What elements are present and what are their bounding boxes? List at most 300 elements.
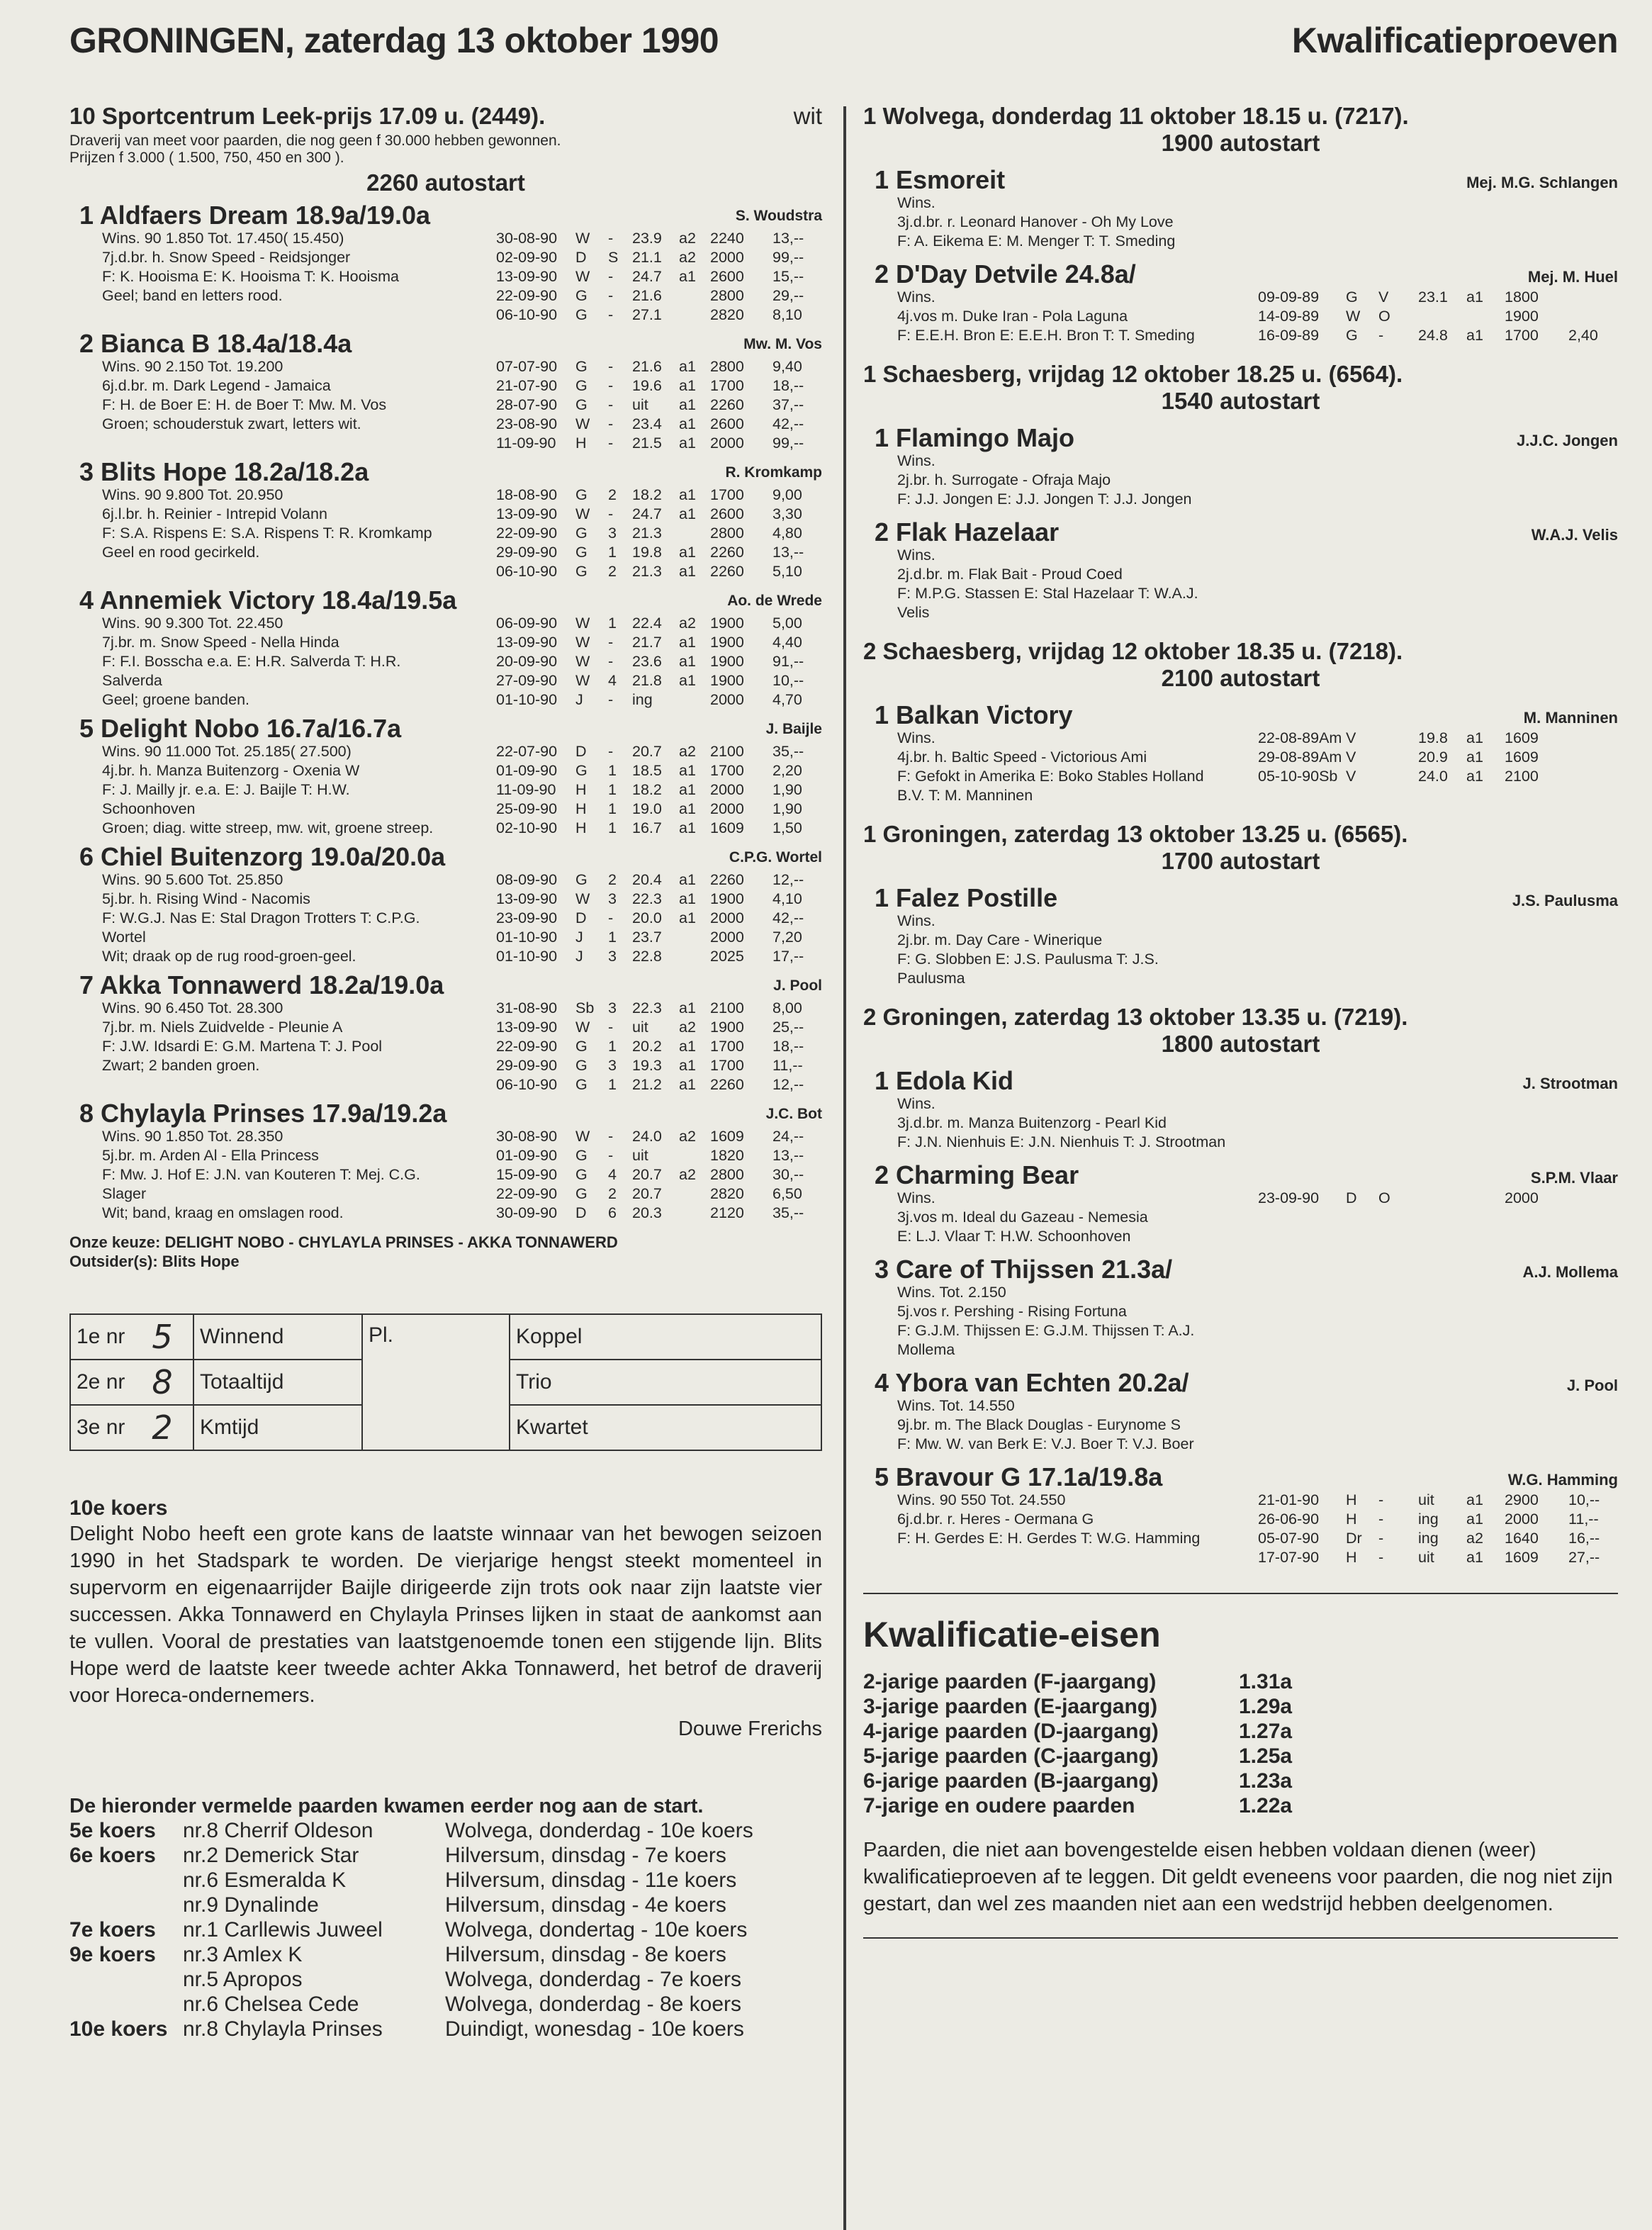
form-cell: 25,-- xyxy=(772,1019,804,1036)
info-line: 6j.d.br. r. Heres - Oermana G xyxy=(897,1511,1094,1528)
bet-form xyxy=(69,1313,822,1451)
form-row xyxy=(496,999,822,1018)
form-cell: a1 xyxy=(679,358,696,375)
form-cell: 23-09-90 xyxy=(496,909,558,926)
horse-info xyxy=(863,1491,1258,1567)
form-cell: 2240 xyxy=(710,230,744,247)
divider-bottom xyxy=(863,1937,1618,1939)
form-cell: 91,-- xyxy=(772,653,804,670)
info-line: 9j.br. m. The Black Douglas - Eurynome S xyxy=(897,1416,1181,1433)
qual-horse-holder xyxy=(863,1068,1618,1152)
form-cell: a1 xyxy=(1466,749,1483,766)
qual-race-title: 2 Groningen, zaterdag 13 oktober 13.35 u. (7219). xyxy=(863,1004,1408,1030)
form-cell: 1 xyxy=(608,1076,617,1093)
form-cell: 3 xyxy=(608,999,617,1016)
form-row xyxy=(496,415,822,434)
form-cell: 22-07-90 xyxy=(496,743,558,760)
prev-where: Hilversum, dinsdag - 11e koers xyxy=(445,1868,737,1892)
info-line: 2j.d.br. m. Flak Bait - Proud Coed xyxy=(897,566,1123,583)
form-row xyxy=(496,1204,822,1223)
form-cell: 11,-- xyxy=(772,1057,803,1074)
form-row xyxy=(496,690,822,710)
qual-race-title: 2 Schaesberg, vrijdag 12 oktober 18.35 u. (7218). xyxy=(863,638,1403,664)
horse-details xyxy=(69,486,822,581)
form-row xyxy=(496,742,822,761)
form-cell: 06-10-90 xyxy=(496,1076,558,1093)
form-cell: a1 xyxy=(679,781,696,798)
form-cell: 21-01-90 xyxy=(1258,1491,1320,1508)
form-cell: W xyxy=(575,672,590,689)
form-row xyxy=(496,1127,822,1146)
form-cell: 18.2 xyxy=(632,781,662,798)
info-line: F: Gefokt in Amerika E: Boko Stables Holland xyxy=(897,768,1204,785)
horse-driver: J. Strootman xyxy=(1522,1075,1618,1092)
form-cell: - xyxy=(1378,1511,1384,1528)
prev-race xyxy=(69,1992,183,2017)
previous-starts-title: De hieronder vermelde paarden kwamen eerder nog aan de start. xyxy=(69,1795,704,1817)
horse-driver: J.J.C. Jongen xyxy=(1516,432,1618,449)
bet-label-koppel: Koppel xyxy=(510,1314,821,1360)
horse-name: 5 Delight Nobo 16.7a/16.7a xyxy=(79,714,402,743)
horse-details xyxy=(69,742,822,838)
form-cell: 1900 xyxy=(710,653,744,670)
form-cell xyxy=(1568,748,1618,767)
form-row xyxy=(496,1075,822,1094)
form-row xyxy=(496,780,822,800)
horse-entry xyxy=(863,1068,1618,1152)
form-cell: V xyxy=(1346,768,1356,785)
horse-list xyxy=(69,202,822,1223)
handwritten-number-1: 5 xyxy=(132,1314,193,1360)
prev-race: 9e koers xyxy=(69,1943,156,1966)
form-row xyxy=(496,434,822,453)
form-cell: 10,-- xyxy=(1568,1491,1600,1508)
form-cell: D xyxy=(575,909,587,926)
info-line: Wins. xyxy=(897,194,935,211)
form-cell: 3,30 xyxy=(772,505,802,522)
bet-nr-3: 3e nr xyxy=(70,1405,132,1450)
info-line: Geel en rood gecirkeld. xyxy=(102,544,260,561)
form-cell: G xyxy=(575,287,588,304)
form-cell: 05-10-90Sb xyxy=(1258,768,1338,785)
form-cell: 1 xyxy=(608,800,617,817)
info-line: Wins. xyxy=(897,452,935,469)
form-row xyxy=(496,1037,822,1056)
form-cell: 22.3 xyxy=(632,890,662,907)
form-cell: 17,-- xyxy=(772,948,804,965)
prev-horse: nr.1 Carllewis Juweel xyxy=(183,1918,383,1942)
form-cell: 6,50 xyxy=(772,1185,802,1202)
horse-entry xyxy=(69,715,822,838)
form-row xyxy=(1258,1189,1618,1208)
horse-info xyxy=(69,1127,496,1223)
horse-form xyxy=(1258,288,1618,345)
form-cell: a1 xyxy=(679,800,696,817)
horse-form xyxy=(496,742,822,838)
form-cell: uit xyxy=(632,1019,648,1036)
info-line: Mollema xyxy=(897,1341,955,1358)
form-cell: 06-10-90 xyxy=(496,306,558,323)
info-line: 5j.br. h. Rising Wind - Nacomis xyxy=(102,890,310,907)
kwalificatie-row xyxy=(863,1694,1618,1719)
horse-name: 1 Balkan Victory xyxy=(875,700,1073,729)
race-desc-1: Draverij van meet voor paarden, die nog geen f 30.000 hebben gewonnen. xyxy=(69,133,561,149)
qual-horse-holder xyxy=(863,1162,1618,1246)
kwalificatie-row xyxy=(863,1769,1618,1793)
form-cell: 1 xyxy=(608,615,617,632)
form-cell: 01-10-90 xyxy=(496,948,558,965)
horse-form xyxy=(496,614,822,710)
form-cell: 11-09-90 xyxy=(496,435,556,452)
form-cell: a1 xyxy=(679,1038,696,1055)
form-cell: 2000 xyxy=(710,781,744,798)
form-cell: 19.8 xyxy=(1418,729,1448,746)
horse-driver: J.C. Bot xyxy=(765,1106,822,1122)
horse-driver: J. Pool xyxy=(1566,1377,1618,1394)
info-line: 6j.d.br. m. Dark Legend - Jamaica xyxy=(102,377,331,394)
form-cell: 22-08-89Am xyxy=(1258,729,1342,746)
prev-horse: nr.8 Chylayla Prinses xyxy=(183,2017,383,2041)
horse-info xyxy=(863,729,1258,805)
horse-entry xyxy=(69,844,822,966)
form-row xyxy=(496,1018,822,1037)
info-line: F: G. Slobben E: J.S. Paulusma T: J.S. xyxy=(897,951,1159,968)
form-cell: 13,-- xyxy=(772,544,804,561)
info-line: 4j.vos m. Duke Iran - Pola Laguna xyxy=(897,308,1128,325)
form-cell: 42,-- xyxy=(772,909,804,926)
form-cell: 12,-- xyxy=(772,871,804,888)
horse-name: 1 Aldfaers Dream 18.9a/19.0a xyxy=(79,201,430,230)
horse-info xyxy=(863,1094,1294,1152)
form-row xyxy=(1258,748,1618,767)
kwalificatie-value: 1.29a xyxy=(1239,1695,1293,1718)
form-cell: H xyxy=(575,800,587,817)
form-cell: a1 xyxy=(1466,327,1483,344)
form-cell: 23-08-90 xyxy=(496,415,558,432)
form-cell: 21-07-90 xyxy=(496,377,558,394)
form-cell: 4 xyxy=(608,672,617,689)
form-cell: V xyxy=(1346,749,1356,766)
prev-where: Wolvega, donderdag - 10e koers xyxy=(445,1819,753,1842)
form-cell: - xyxy=(608,634,614,651)
form-row xyxy=(1258,1548,1618,1567)
form-cell: 2800 xyxy=(710,287,744,304)
form-row xyxy=(496,229,822,248)
form-cell: 2000 xyxy=(1505,1189,1539,1206)
form-cell: - xyxy=(608,691,614,708)
info-line: Wins. xyxy=(897,729,935,746)
form-cell: 2260 xyxy=(710,871,744,888)
form-cell: - xyxy=(608,505,614,522)
form-cell: 21.3 xyxy=(632,525,662,542)
form-cell: 37,-- xyxy=(772,396,804,413)
form-row xyxy=(1258,1529,1618,1548)
info-line: 2j.br. h. Surrogate - Ofraja Majo xyxy=(897,471,1111,488)
bet-label-kwartet: Kwartet xyxy=(510,1405,821,1450)
form-cell: 01-10-90 xyxy=(496,691,558,708)
prev-race xyxy=(69,1967,183,1992)
form-cell: 3 xyxy=(608,890,617,907)
form-cell: 2820 xyxy=(710,1185,744,1202)
horse-details xyxy=(69,357,822,453)
form-cell: 20.3 xyxy=(632,1204,662,1221)
form-cell: 5,00 xyxy=(772,615,802,632)
horse-entry xyxy=(863,1162,1618,1246)
form-row xyxy=(1258,729,1618,748)
horse-form xyxy=(1258,1491,1618,1567)
kwalificatie-text: Paarden, die niet aan bovengestelde eisen hebben voldaan dienen (weer) kwalificatieproeven af te leggen. Dit geldt eveneens voor paarden, die nog niet zijn gestart, dan wel zes maanden niet aan een wedstrijd hebben deelgenomen. xyxy=(863,1839,1613,1915)
form-cell xyxy=(1568,729,1618,748)
form-cell: - xyxy=(608,358,614,375)
race-start: 2260 autostart xyxy=(366,169,525,196)
form-cell: 08-09-90 xyxy=(496,871,558,888)
form-cell: 25-09-90 xyxy=(496,800,558,817)
form-row xyxy=(496,890,822,909)
form-cell: W xyxy=(575,634,590,651)
form-cell: G xyxy=(575,377,588,394)
form-cell: 1700 xyxy=(710,1038,744,1055)
horse-name: 4 Ybora van Echten 20.2a/ xyxy=(875,1368,1189,1397)
form-cell: 7,20 xyxy=(772,929,802,946)
form-row xyxy=(496,306,822,325)
form-cell: 1,50 xyxy=(772,819,802,836)
info-line: B.V. T: M. Manninen xyxy=(897,787,1033,804)
form-cell: a1 xyxy=(1466,288,1483,306)
form-cell: 1 xyxy=(608,929,617,946)
form-row xyxy=(496,1184,822,1204)
horse-info xyxy=(863,912,1294,988)
info-line: Zwart; 2 banden groen. xyxy=(102,1057,260,1074)
form-cell: 13,-- xyxy=(772,1147,804,1164)
form-row xyxy=(496,396,822,415)
column-divider xyxy=(843,106,846,2230)
prev-where: Hilversum, dinsdag - 4e koers xyxy=(445,1893,726,1917)
form-cell: 1609 xyxy=(710,819,744,836)
horse-name: 2 D'Day Detvile 24.8a/ xyxy=(875,259,1136,288)
form-cell: a1 xyxy=(679,268,696,285)
form-cell: a1 xyxy=(679,415,696,432)
form-cell: G xyxy=(575,396,588,413)
form-cell: 23.9 xyxy=(632,230,662,247)
form-cell: a1 xyxy=(1466,1511,1483,1528)
race-color: wit xyxy=(793,103,822,129)
horse-details xyxy=(863,1396,1618,1454)
info-line: 5j.vos r. Pershing - Rising Fortuna xyxy=(897,1303,1127,1320)
form-cell: 27,-- xyxy=(1568,1549,1600,1566)
qual-horse-holder xyxy=(863,1369,1618,1454)
form-cell: 05-07-90 xyxy=(1258,1530,1320,1547)
form-cell: 1700 xyxy=(710,762,744,779)
form-cell: 26-06-90 xyxy=(1258,1511,1320,1528)
form-cell: G xyxy=(575,306,588,323)
form-cell: 1609 xyxy=(1505,749,1539,766)
bet-nr-1: 1e nr xyxy=(70,1314,132,1360)
form-cell: D xyxy=(575,743,587,760)
info-line: Geel; groene banden. xyxy=(102,691,249,708)
form-cell: 27-09-90 xyxy=(496,672,558,689)
form-cell: a2 xyxy=(679,1128,696,1145)
info-line: E: L.J. Vlaar T: H.W. Schoonhoven xyxy=(897,1228,1131,1245)
prev-race: 10e koers xyxy=(69,2017,168,2041)
info-line: Wins. 90 2.150 Tot. 19.200 xyxy=(102,358,283,375)
horse-form xyxy=(496,999,822,1094)
qual-race-title: 1 Groningen, zaterdag 13 oktober 13.25 u. (6565). xyxy=(863,821,1408,847)
form-cell: 19.3 xyxy=(632,1057,662,1074)
horse-info xyxy=(863,546,1294,622)
kwalificatie-value: 1.31a xyxy=(1239,1670,1293,1693)
form-cell: O xyxy=(1378,1189,1390,1206)
form-cell: G xyxy=(575,563,588,580)
form-cell: 3 xyxy=(608,948,617,965)
horse-name: 5 Bravour G 17.1a/19.8a xyxy=(875,1462,1163,1491)
form-cell: 13-09-90 xyxy=(496,505,558,522)
form-cell: W xyxy=(575,268,590,285)
form-cell: a1 xyxy=(679,819,696,836)
horse-info xyxy=(863,194,1294,251)
form-cell: 2 xyxy=(608,871,617,888)
form-cell: 23.1 xyxy=(1418,288,1448,306)
horse-driver: Ao. de Wrede xyxy=(727,593,822,609)
form-cell: 21.2 xyxy=(632,1076,662,1093)
form-cell xyxy=(1568,767,1618,786)
form-cell: a1 xyxy=(679,1057,696,1074)
form-cell xyxy=(1418,307,1466,326)
form-cell xyxy=(679,1204,710,1223)
form-cell: 2000 xyxy=(1505,1511,1539,1528)
info-line: Wins. 90 9.800 Tot. 20.950 xyxy=(102,486,283,503)
form-cell: uit xyxy=(632,396,648,413)
form-cell: 23-09-90 xyxy=(1258,1189,1320,1206)
horse-details xyxy=(863,912,1618,988)
form-cell: 20.0 xyxy=(632,909,662,926)
info-line: 5j.br. m. Arden Al - Ella Princess xyxy=(102,1147,319,1164)
info-line: 7j.d.br. h. Snow Speed - Reidsjonger xyxy=(102,249,351,266)
kwalificatie-value: 1.23a xyxy=(1239,1769,1293,1793)
form-cell: 2000 xyxy=(710,691,744,708)
form-cell: 02-10-90 xyxy=(496,819,558,836)
form-cell: 21.5 xyxy=(632,435,662,452)
form-cell: 09-09-89 xyxy=(1258,288,1320,306)
form-cell: 1900 xyxy=(710,615,744,632)
prev-where: Wolvega, dondertag - 10e koers xyxy=(445,1918,748,1942)
divider xyxy=(863,1593,1618,1594)
qual-race-start: 1800 autostart xyxy=(1161,1031,1320,1057)
form-cell: W xyxy=(575,653,590,670)
form-cell: W xyxy=(575,1019,590,1036)
form-cell xyxy=(679,286,710,306)
form-cell: a1 xyxy=(1466,1549,1483,1566)
form-cell: 2100 xyxy=(710,999,744,1016)
form-cell: H xyxy=(575,435,587,452)
form-cell: uit xyxy=(1418,1549,1434,1566)
form-row xyxy=(1258,326,1618,345)
form-cell: 2600 xyxy=(710,415,744,432)
form-cell xyxy=(1378,767,1418,786)
qual-race-title: 1 Schaesberg, vrijdag 12 oktober 18.25 u. (6564). xyxy=(863,361,1403,387)
horse-entry xyxy=(863,167,1618,251)
form-cell: 2000 xyxy=(710,929,744,946)
form-cell: - xyxy=(608,230,614,247)
prev-horse: nr.9 Dynalinde xyxy=(183,1893,319,1917)
prev-race: 7e koers xyxy=(69,1918,156,1942)
form-cell: 4,40 xyxy=(772,634,802,651)
form-cell: 2900 xyxy=(1505,1491,1539,1508)
form-cell: a1 xyxy=(679,634,696,651)
form-cell: 2025 xyxy=(710,948,744,965)
kwalificatie-row xyxy=(863,1793,1618,1818)
form-cell: 35,-- xyxy=(772,743,804,760)
horse-info xyxy=(69,999,496,1094)
info-line: F: J.J. Jongen E: J.J. Jongen T: J.J. Jongen xyxy=(897,491,1192,508)
form-cell: 3 xyxy=(608,1057,617,1074)
form-cell: V xyxy=(1346,729,1356,746)
form-cell: 21.8 xyxy=(632,672,662,689)
info-line: Wins. 90 6.450 Tot. 28.300 xyxy=(102,999,283,1016)
form-cell: 1700 xyxy=(710,1057,744,1074)
kwalificatie-label: 3-jarige paarden (E-jaargang) xyxy=(863,1695,1158,1718)
form-cell: 15-09-90 xyxy=(496,1166,558,1183)
bet-label-totaaltijd: Totaaltijd xyxy=(193,1360,362,1405)
horse-form xyxy=(496,870,822,966)
horse-info xyxy=(69,357,496,453)
form-row xyxy=(496,505,822,524)
form-cell: 18.2 xyxy=(632,486,662,503)
info-line: 7j.br. m. Niels Zuidvelde - Pleunie A xyxy=(102,1019,343,1036)
info-line: F: K. Hooisma E: K. Hooisma T: K. Hooisma xyxy=(102,268,399,285)
form-cell: 22.3 xyxy=(632,999,662,1016)
horse-info xyxy=(863,1189,1258,1246)
form-cell: - xyxy=(608,377,614,394)
kwalificatie-label: 2-jarige paarden (F-jaargang) xyxy=(863,1670,1157,1693)
form-cell: G xyxy=(1346,327,1358,344)
form-cell: 20.7 xyxy=(632,1166,662,1183)
form-cell: G xyxy=(575,486,588,503)
horse-entry xyxy=(863,885,1618,988)
horse-name: 1 Flamingo Majo xyxy=(875,423,1075,452)
form-cell: - xyxy=(608,653,614,670)
form-row xyxy=(496,652,822,671)
form-cell: a1 xyxy=(679,563,696,580)
form-cell: 2000 xyxy=(710,800,744,817)
form-row xyxy=(1258,307,1618,326)
horse-entry xyxy=(863,1369,1618,1454)
horse-driver: R. Kromkamp xyxy=(725,464,822,481)
qual-horse-holder xyxy=(863,425,1618,509)
info-line: F: A. Eikema E: M. Menger T: T. Smeding xyxy=(897,232,1176,250)
form-cell xyxy=(1568,288,1618,307)
left-column xyxy=(69,103,822,2041)
horse-form xyxy=(1258,1189,1618,1246)
form-cell: J xyxy=(575,948,583,965)
info-line: Wins. 90 1.850 Tot. 17.450( 15.450) xyxy=(102,230,344,247)
form-cell: 24.0 xyxy=(1418,768,1448,785)
prev-horse: nr.8 Cherrif Oldeson xyxy=(183,1819,373,1842)
info-line: Groen; schouderstuk zwart, letters wit. xyxy=(102,415,361,432)
form-cell: 3 xyxy=(608,525,617,542)
info-line: F: Mw. J. Hof E: J.N. van Kouteren T: Mej. C.G. xyxy=(102,1166,420,1183)
qual-horse-holder xyxy=(863,702,1618,805)
form-cell: - xyxy=(608,396,614,413)
horse-name: 1 Edola Kid xyxy=(875,1066,1014,1095)
horse-details xyxy=(863,546,1618,622)
horse-driver: M. Manninen xyxy=(1523,709,1618,727)
horse-details xyxy=(69,1127,822,1223)
info-line: 6j.l.br. h. Reinier - Intrepid Volann xyxy=(102,505,327,522)
info-line: 7j.br. m. Snow Speed - Nella Hinda xyxy=(102,634,339,651)
info-line: Wortel xyxy=(102,929,146,946)
form-cell: 2260 xyxy=(710,396,744,413)
form-cell: 1 xyxy=(608,1038,617,1055)
